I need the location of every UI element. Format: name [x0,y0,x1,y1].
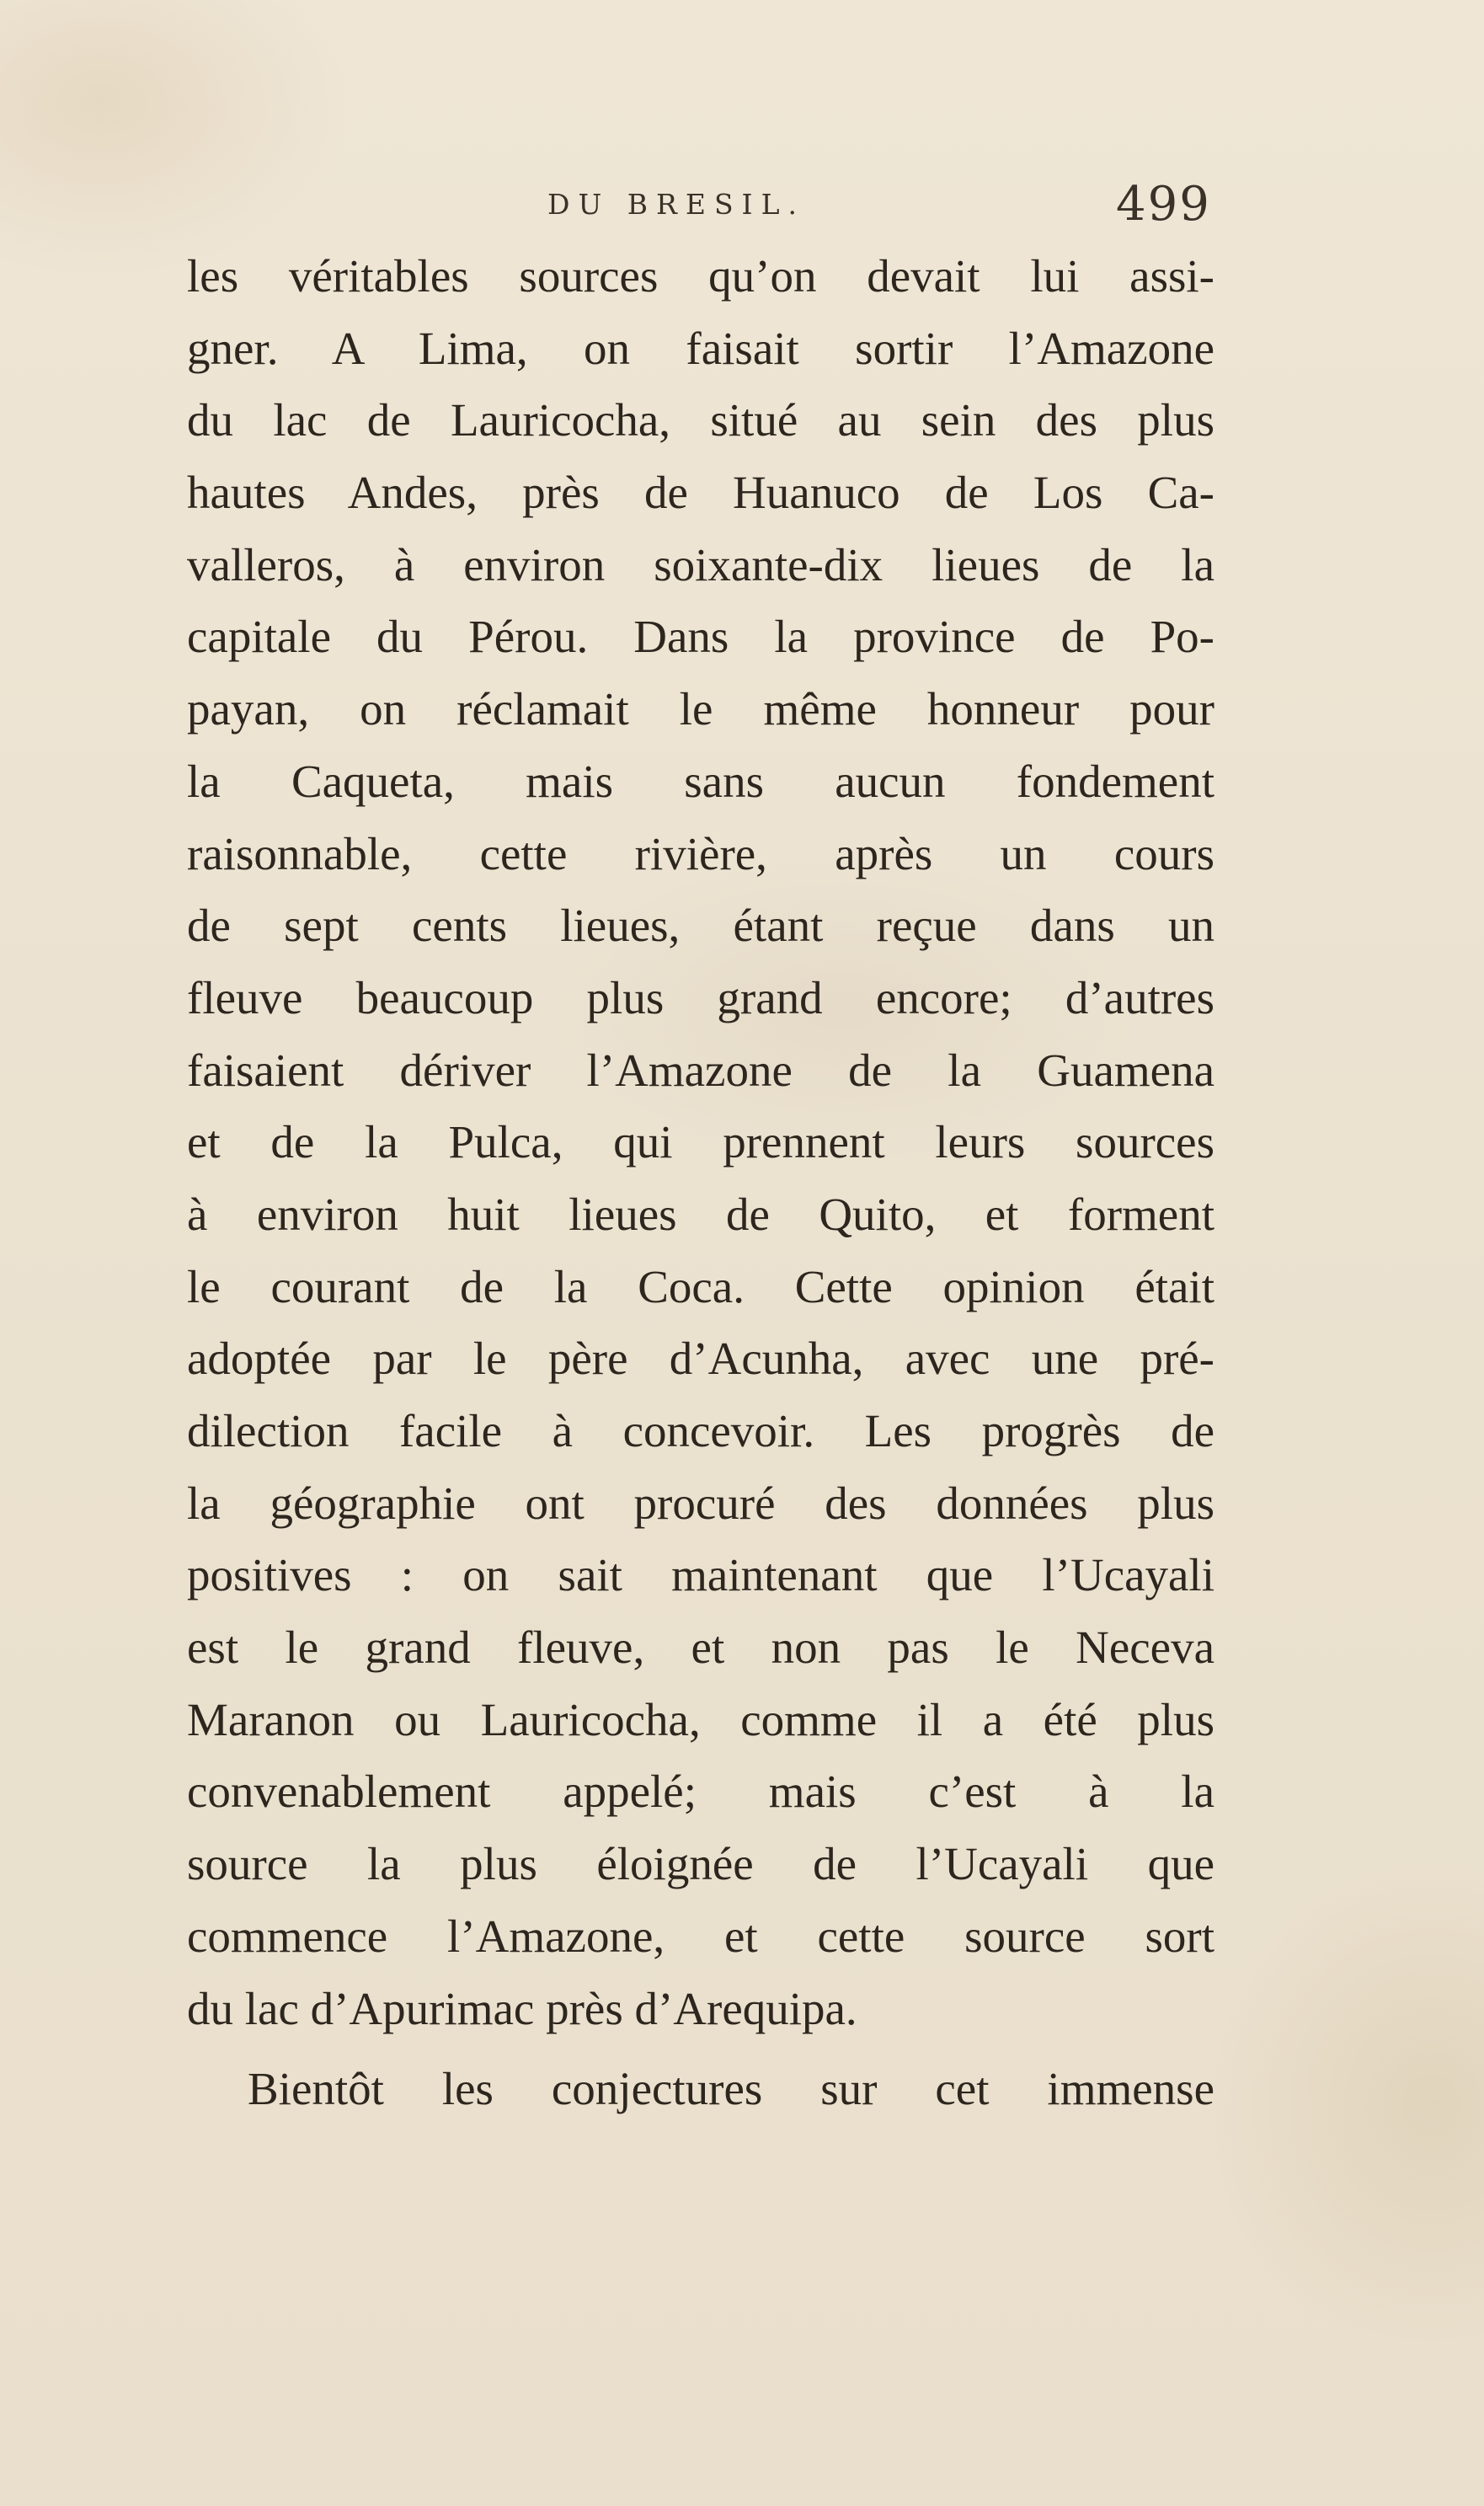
text-line: raisonnable, cette rivière, après un cours [187,827,1214,879]
body-text [187,240,1214,2125]
paragraph-gap [187,2044,1214,2053]
text-line: les véritables sources qu’on devait lui assi- [187,250,1214,302]
text-line: adoptée par le père d’Acunha, avec une pré- [187,1333,1214,1385]
text-line: la géographie ont procuré des données plus [187,1477,1214,1529]
text-line: de sept cents lieues, étant reçue dans un [187,900,1214,952]
text-line: valleros, à environ soixante-dix lieues de la [187,538,1214,590]
text-line: fleuve beaucoup plus grand encore; d’autres [187,971,1214,1023]
text-line: positives : on sait maintenant que l’Ucayali [187,1549,1214,1601]
text-line: hautes Andes, près de Huanuco de Los Ca- [187,467,1214,519]
text-line: capitale du Pérou. Dans la province de Po- [187,611,1214,663]
text-line: convenablement appelé; mais c’est à la [187,1766,1214,1818]
text-line: le courant de la Coca. Cette opinion était [187,1260,1214,1312]
text-line: faisaient dériver l’Amazone de la Guamena [187,1044,1214,1096]
page-number: 499 [1116,177,1211,232]
text-line: du lac de Lauricocha, situé au sein des plus [187,394,1214,446]
text-line: source la plus éloignée de l’Ucayali que [187,1838,1214,1890]
text-line: gner. A Lima, on faisait sortir l’Amazone [187,322,1214,374]
text-line: commence l’Amazone, et cette source sort [187,1910,1214,1962]
text-line: payan, on réclamait le même honneur pour [187,683,1214,735]
text-line: dilection facile à concevoir. Les progrès de [187,1405,1214,1456]
text-line: Maranon ou Lauricocha, comme il a été plus [187,1693,1214,1745]
text-line: du lac d’Apurimac près d’Arequipa. [187,1982,857,2034]
running-head: DU BRESIL. [547,188,805,221]
text-line: est le grand fleuve, et non pas le Neceva [187,1622,1214,1674]
text-line: Bientôt les conjectures sur cet immense [248,2063,1214,2115]
text-line: à environ huit lieues de Quito, et forment [187,1188,1214,1240]
page-header [0,173,1484,248]
text-line: la Caqueta, mais sans aucun fondement [187,755,1214,807]
text-line: et de la Pulca, qui prennent leurs sources [187,1116,1214,1168]
